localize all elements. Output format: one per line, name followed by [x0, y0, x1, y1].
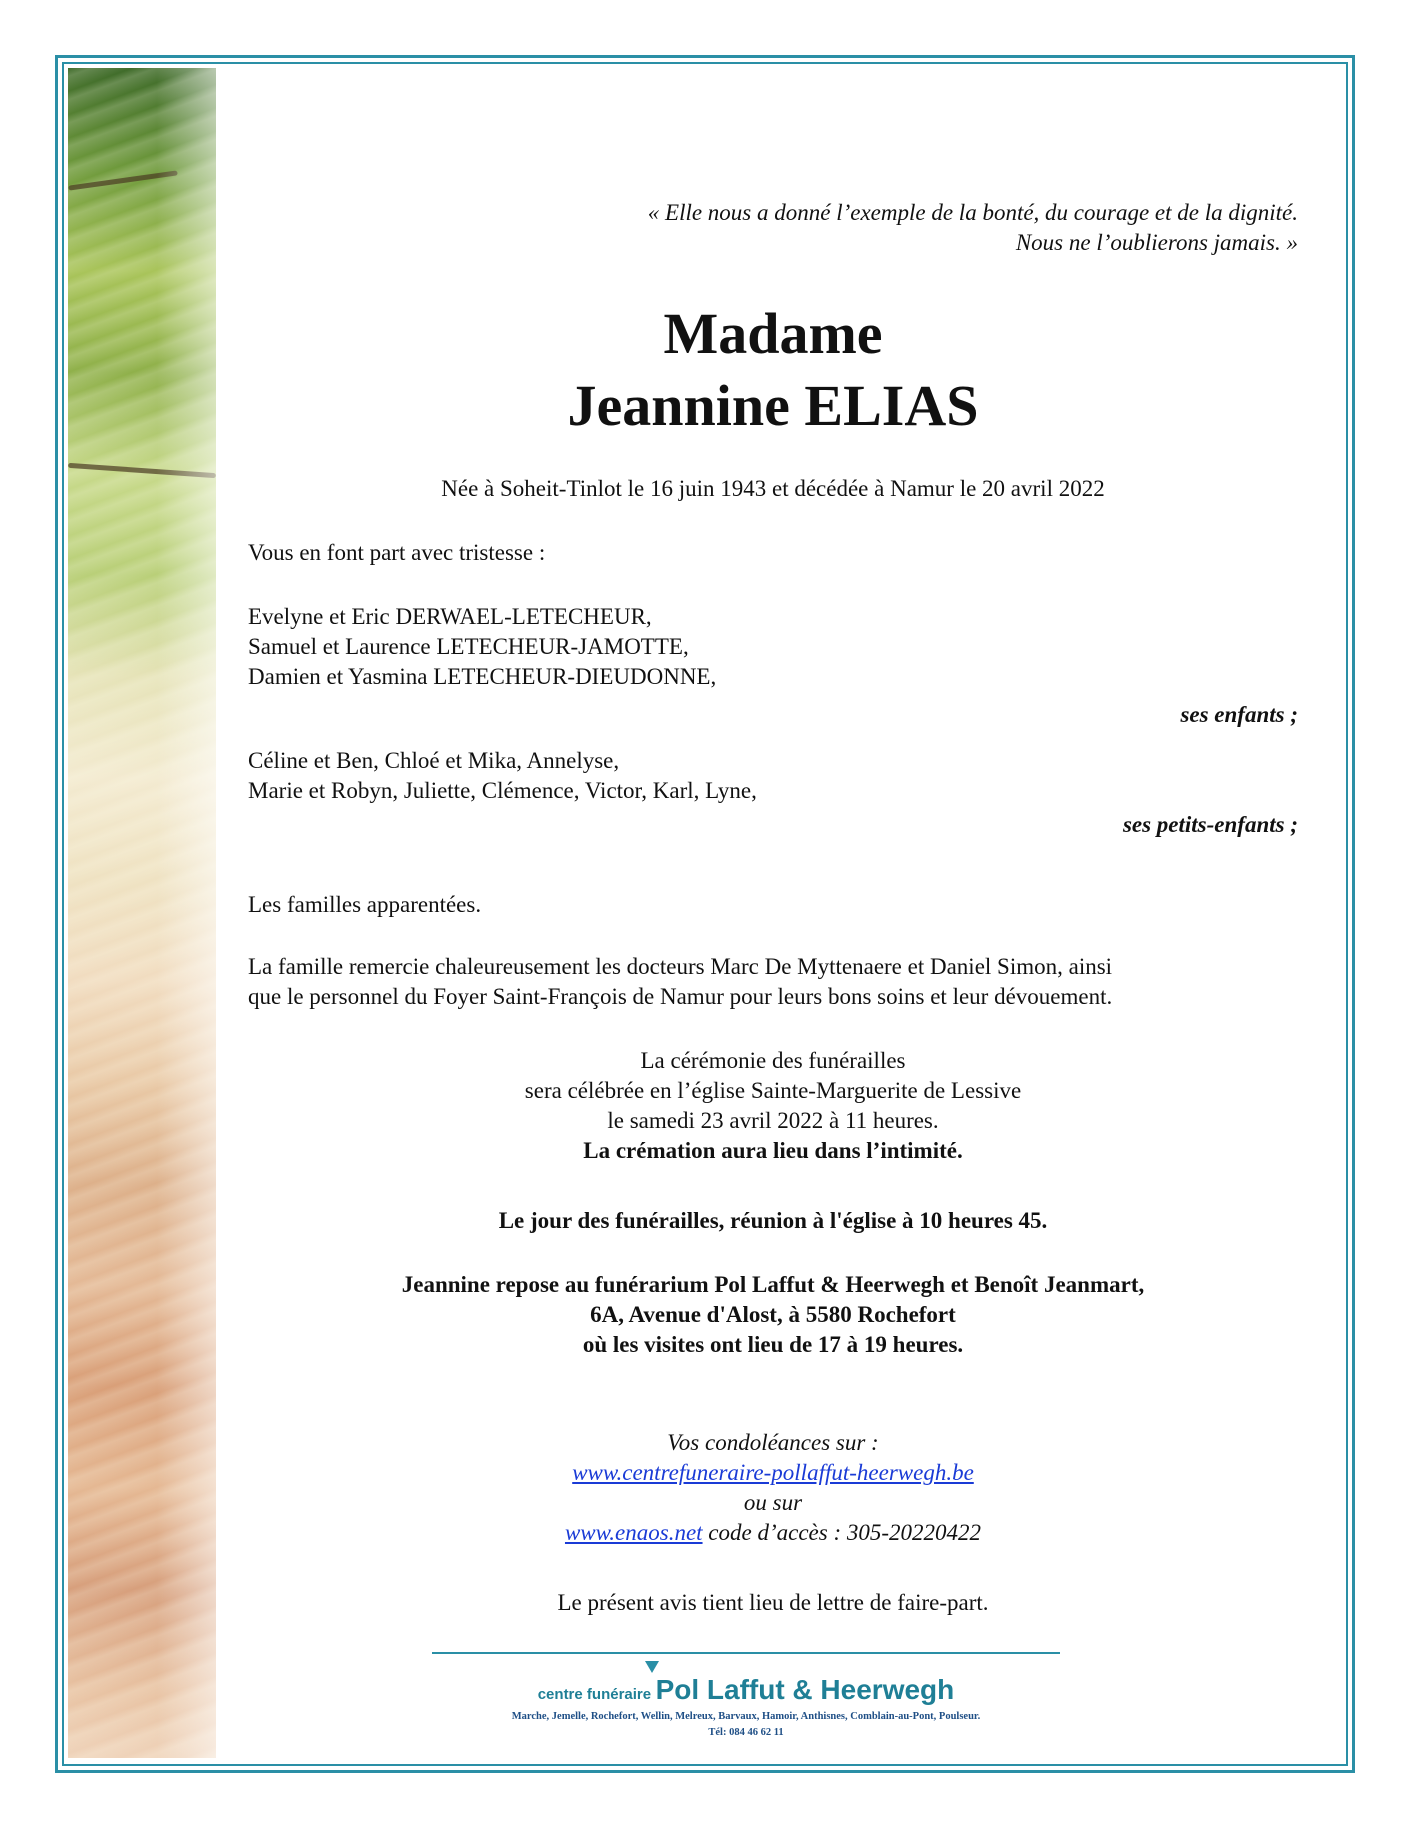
- visit-line-1: Jeannine repose au funérarium Pol Laffut & Heerwegh et Benoît Jeanmart,: [401, 1272, 1145, 1297]
- deceased-name: Jeannine ELIAS: [567, 373, 979, 438]
- visit-line-2: 6A, Avenue d'Alost, à 5580 Rochefort: [590, 1302, 956, 1327]
- grandchildren-role: ses petits-enfants ;: [1122, 812, 1298, 837]
- list-item: Samuel et Laurence LETECHEUR-JAMOTTE,: [248, 634, 689, 659]
- footer-towns: Marche, Jemelle, Rochefort, Wellin, Melreux, Barvaux, Hamoir, Anthisnes, Comblain-au-Pont, Poulseur.: [511, 1711, 981, 1722]
- brand-big: Pol Laffut & Heerwegh: [655, 1674, 955, 1705]
- meeting-line: Le jour des funérailles, réunion à l'église à 10 heures 45.: [498, 1208, 1048, 1233]
- quote-line-2: Nous ne l’oublierons jamais. »: [1015, 230, 1298, 255]
- birth-death-line: Née à Soheit-Tinlot le 16 juin 1943 et décédée à Namur le 20 avril 2022: [441, 476, 1105, 501]
- thanks-paragraph: [248, 952, 1298, 1012]
- thanks-line-2: que le personnel du Foyer Saint-François de Namur pour leurs bons soins et leur dévouement.: [248, 984, 1113, 1009]
- condolences-block: [248, 1428, 1298, 1548]
- enaos-link[interactable]: www.enaos.net: [564, 1520, 703, 1545]
- brand-small: centre funéraire: [537, 1686, 652, 1703]
- footer-phone: Tél: 084 46 62 11: [708, 1727, 784, 1738]
- funeral-home-logo: [432, 1674, 1060, 1706]
- thanks-line-1: La famille remercie chaleureusement les docteurs Marc De Myttenaere et Daniel Simon, ainsi: [248, 954, 1113, 979]
- deceased-title: Madame: [663, 301, 883, 366]
- visit-line-3: où les visites ont lieu de 17 à 19 heures.: [582, 1332, 964, 1357]
- epitaph-quote: [248, 198, 1298, 258]
- list-item: Evelyne et Eric DERWAEL-LETECHEUR,: [248, 604, 652, 629]
- condolences-label: Vos condoléances sur :: [667, 1430, 879, 1455]
- forest-path-photo: [68, 68, 216, 1758]
- ceremony-line-2: sera célébrée en l’église Sainte-Marguerite de Lessive: [524, 1078, 1022, 1103]
- ceremony-line-3: le samedi 23 avril 2022 à 11 heures.: [607, 1108, 939, 1133]
- logo-triangle-icon: [645, 1661, 659, 1673]
- ceremony-block: [248, 1046, 1298, 1166]
- quote-line-1: « Elle nous a donné l’exemple de la bonté, du courage et de la dignité.: [647, 200, 1298, 225]
- list-item: Damien et Yasmina LETECHEUR-DIEUDONNE,: [248, 664, 717, 689]
- cremation-line: La crémation aura lieu dans l’intimité.: [583, 1138, 963, 1163]
- photo-fade: [68, 68, 216, 1758]
- relatives-line: Les familles apparentées.: [248, 892, 482, 917]
- list-item: Céline et Ben, Chloé et Mika, Annelyse,: [248, 748, 620, 773]
- condolences-or: ou sur: [743, 1490, 803, 1515]
- children-role: ses enfants ;: [1180, 702, 1298, 727]
- footer-divider: [432, 1652, 1060, 1654]
- access-code: code d’accès : 305-20220422: [702, 1520, 982, 1545]
- closing-line: Le présent avis tient lieu de lettre de faire-part.: [557, 1590, 989, 1615]
- children-list: [248, 602, 1298, 692]
- deceased-heading: [248, 298, 1298, 442]
- list-item: Marie et Robyn, Juliette, Clémence, Victor, Karl, Lyne,: [248, 778, 757, 803]
- grandchildren-list: [248, 746, 1298, 806]
- funeral-center-link[interactable]: www.centrefuneraire-pollaffut-heerwegh.be: [572, 1460, 974, 1485]
- ceremony-line-1: La cérémonie des funérailles: [640, 1048, 906, 1073]
- announcement: Vous en font part avec tristesse :: [248, 540, 546, 565]
- visitation-block: [248, 1270, 1298, 1360]
